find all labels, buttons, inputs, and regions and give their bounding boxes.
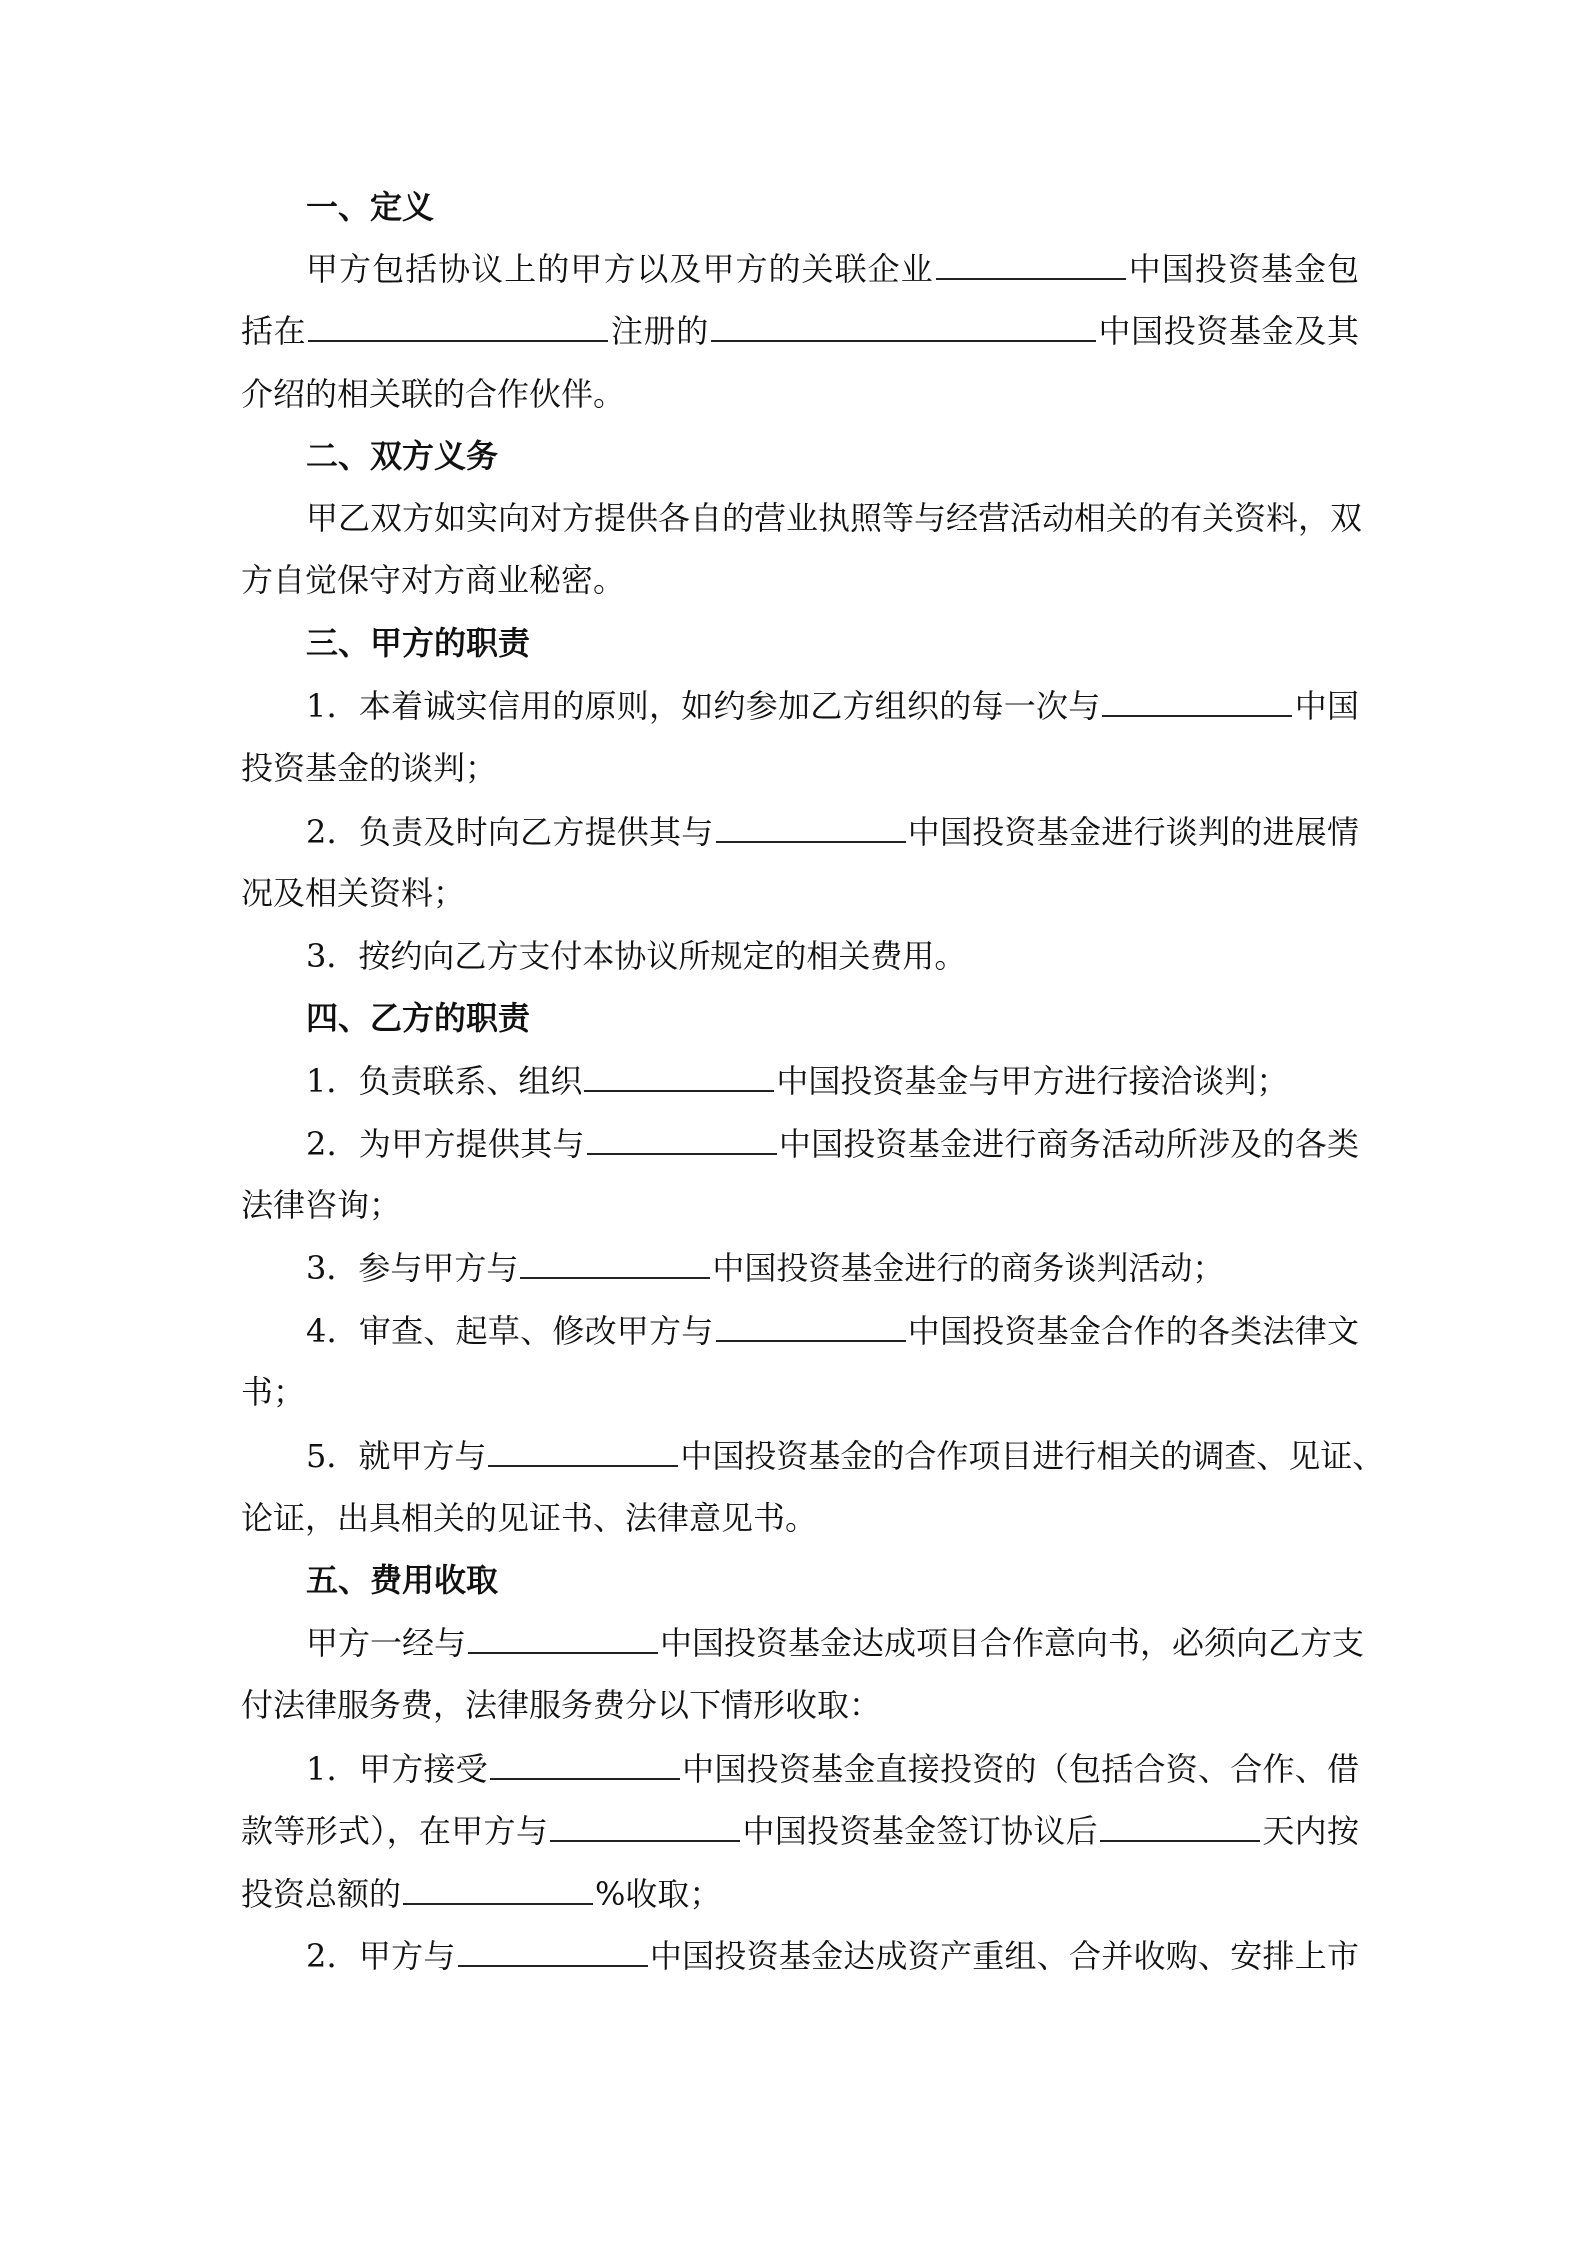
line-text: 中国投资基金达成项目合作意向书，必须向乙方支 <box>660 1624 1365 1662</box>
line-text: 中国投资基金直接投资的（包括合资、合作、借 <box>681 1750 1359 1788</box>
line-text: 中国投资基金及其 <box>1097 312 1359 350</box>
line-text: 论证，出具相关的见证书、法律意见书。 <box>241 1499 818 1537</box>
line-text: 中国投资基金进行的商务谈判活动； <box>712 1249 1225 1287</box>
fill-in-blank[interactable] <box>716 811 906 843</box>
paragraph-line <box>241 873 1359 913</box>
paragraph-line <box>306 685 1359 725</box>
paragraph-line <box>306 248 1359 288</box>
section-heading <box>306 998 1359 1038</box>
paragraph-line <box>241 1685 1359 1725</box>
line-text: 括在 <box>241 312 307 350</box>
paragraph-line <box>306 1310 1359 1350</box>
line-text: 甲方一经与 <box>306 1624 467 1662</box>
paragraph-line <box>241 560 1359 600</box>
paragraph-line <box>241 310 1359 350</box>
line-text: 中国投资基金合作的各类法律文 <box>907 1312 1359 1350</box>
fill-in-blank[interactable] <box>550 1810 740 1842</box>
paragraph-line <box>241 748 1359 788</box>
line-text: 中国投资基金达成资产重组、合并收购、安排上市 <box>649 1937 1359 1975</box>
line-text: 书； <box>241 1373 306 1411</box>
line-text: %收取； <box>595 1875 722 1913</box>
fill-in-blank[interactable] <box>403 1873 593 1905</box>
line-text: 中国投资基金签订协议后 <box>742 1812 1099 1850</box>
line-text: 注册的 <box>610 312 709 350</box>
line-text: 投资基金的谈判； <box>241 749 498 787</box>
section-heading <box>306 436 1359 476</box>
fill-in-blank[interactable] <box>936 248 1126 280</box>
paragraph-line <box>241 1810 1359 1850</box>
paragraph-line <box>241 374 1359 414</box>
paragraph-line <box>306 1935 1359 1975</box>
line-text: 2．为甲方提供其与 <box>306 1125 585 1163</box>
fill-in-blank[interactable] <box>711 310 1096 342</box>
line-text: 三、甲方的职责 <box>306 624 531 662</box>
line-text: 2．甲方与 <box>306 1937 456 1975</box>
line-text: 中国投资基金进行谈判的进展情 <box>907 813 1359 851</box>
line-text: 法律咨询； <box>241 1186 402 1224</box>
line-text: 甲乙双方如实向对方提供各自的营业执照等与经营活动相关的有关资料，双 <box>306 499 1363 537</box>
line-text: 1．负责联系、组织 <box>306 1062 583 1100</box>
paragraph-line <box>306 811 1359 851</box>
line-text: 1．本着诚实信用的原则，如约参加乙方组织的每一次与 <box>306 687 1101 725</box>
line-text: 中国投资基金与甲方进行接洽谈判； <box>776 1062 1289 1100</box>
line-text: 四、乙方的职责 <box>306 999 531 1037</box>
line-text: 一、定义 <box>306 188 435 226</box>
line-text: 中国投资基金进行商务活动所涉及的各类 <box>778 1125 1359 1163</box>
line-text: 2．负责及时向乙方提供其与 <box>306 813 714 851</box>
line-text: 介绍的相关联的合作伙伴。 <box>241 375 626 413</box>
line-text: 4．审查、起草、修改甲方与 <box>306 1312 714 1350</box>
fill-in-blank[interactable] <box>584 1060 774 1092</box>
fill-in-blank[interactable] <box>1102 685 1292 717</box>
line-text: 中国投资基金的合作项目进行相关的调查、见证、 <box>680 1437 1385 1475</box>
paragraph-line <box>306 1247 1359 1287</box>
line-text: 二、双方义务 <box>306 437 499 475</box>
paragraph-line <box>241 1873 1359 1913</box>
fill-in-blank[interactable] <box>520 1247 710 1279</box>
section-heading <box>306 1560 1359 1600</box>
fill-in-blank[interactable] <box>587 1123 777 1155</box>
line-text: 1．甲方接受 <box>306 1750 488 1788</box>
fill-in-blank[interactable] <box>458 1935 648 1967</box>
line-text: 天内按 <box>1262 1812 1359 1850</box>
paragraph-line <box>306 1748 1359 1788</box>
line-text: 5．就甲方与 <box>306 1437 487 1475</box>
paragraph-line <box>241 1185 1359 1225</box>
fill-in-blank[interactable] <box>716 1310 906 1342</box>
fill-in-blank[interactable] <box>488 1435 678 1467</box>
section-heading <box>306 623 1359 663</box>
line-text: 方自觉保守对方商业秘密。 <box>241 561 626 599</box>
line-text: 款等形式），在甲方与 <box>241 1812 549 1850</box>
paragraph-line <box>241 1498 1359 1538</box>
line-text: 投资总额的 <box>241 1875 402 1913</box>
paragraph-line <box>306 1622 1365 1662</box>
line-text: 中国投资基金包 <box>1127 250 1359 288</box>
paragraph-line <box>306 936 1359 976</box>
line-text: 况及相关资料； <box>241 874 466 912</box>
fill-in-blank[interactable] <box>1100 1810 1260 1842</box>
section-heading <box>306 187 1359 227</box>
line-text: 五、费用收取 <box>306 1561 499 1599</box>
paragraph-line <box>306 1060 1359 1100</box>
fill-in-blank[interactable] <box>468 1622 658 1654</box>
line-text: 付法律服务费，法律服务费分以下情形收取： <box>241 1686 882 1724</box>
line-text: 中国 <box>1294 687 1359 725</box>
paragraph-line <box>306 1435 1385 1475</box>
line-text: 甲方包括协议上的甲方以及甲方的关联企业 <box>306 250 934 288</box>
fill-in-blank[interactable] <box>308 310 608 342</box>
paragraph-line <box>241 1372 1359 1412</box>
paragraph-line <box>306 498 1363 538</box>
line-text: 3．参与甲方与 <box>306 1249 519 1287</box>
fill-in-blank[interactable] <box>490 1748 680 1780</box>
line-text: 3．按约向乙方支付本协议所规定的相关费用。 <box>306 937 967 975</box>
paragraph-line <box>306 1123 1359 1163</box>
